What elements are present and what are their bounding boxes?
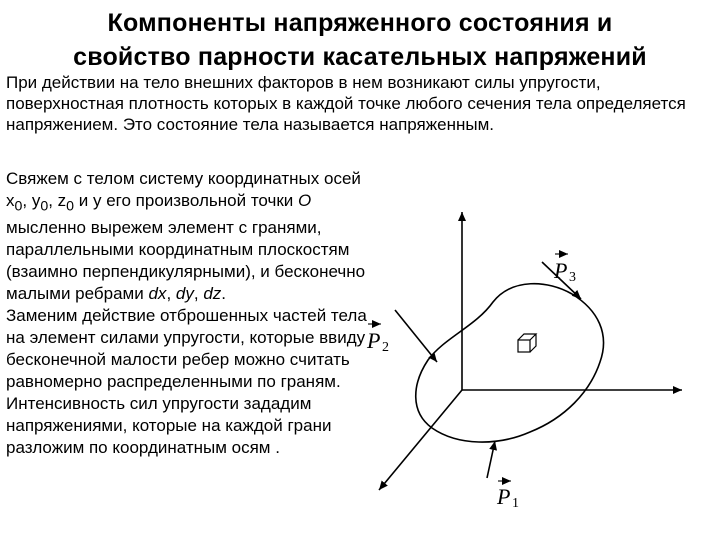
body-text-3: , z <box>48 191 67 210</box>
subscript-z0: 0 <box>66 198 75 215</box>
edge-dy: dy <box>175 284 194 304</box>
force-p3-letter: P <box>554 258 568 283</box>
title-line-2: свойство парности касательных напряжений <box>73 43 647 71</box>
edge-dz: dz <box>203 284 222 304</box>
force-p2-label <box>366 328 389 355</box>
title-line-1: Компоненты напряженного состояния и <box>107 9 613 37</box>
cube-element <box>518 334 536 352</box>
body-text-2: , y <box>22 191 41 210</box>
force-p2-arrow <box>395 310 437 362</box>
intro-paragraph: При действии на тело внешних факторов в нем возникают силы упругости, поверхностная плотность которых в каждой точке любого сечения тела определяется напряжением. Это состояние тела называется напряженным. <box>6 73 686 134</box>
body-outline <box>416 284 604 442</box>
force-p3-label <box>553 258 576 285</box>
force-p1-letter: P <box>497 484 511 509</box>
subscript-y0: 0 <box>40 198 49 215</box>
comma-1: , <box>166 284 176 304</box>
force-p1-arrow <box>487 441 495 478</box>
body-text-1: Свяжем с телом систему координатных осей x <box>6 169 361 210</box>
period: . <box>221 284 227 304</box>
force-p1-index: 1 <box>512 496 519 511</box>
edge-dx: dx <box>148 284 167 304</box>
comma-2: , <box>193 284 204 304</box>
body-text-4: и у его произвольной точки <box>74 191 299 210</box>
body-text-6: Заменим действие отброшенных частей тела на элемент силами упругости, которые ввиду бесконечной малости ребер можно считать равномерно распределенными по граням. Интенсивность сил упругости зададим напряжениями, которые на каждой грани разложим по координатным осям . <box>6 306 367 458</box>
force-p2-letter: P <box>367 328 381 353</box>
force-p2-index: 2 <box>382 340 389 355</box>
body-text-5: мысленно вырежем элемент с гранями, параллельными координатным плоскостям (взаимно перпендикулярными), и бесконечно малыми ребрами <box>6 218 366 304</box>
force-p3-index: 3 <box>569 270 576 285</box>
subscript-x0: 0 <box>14 198 23 215</box>
force-p1-label <box>496 484 519 511</box>
point-o: О <box>298 191 312 210</box>
x-axis <box>379 390 462 490</box>
